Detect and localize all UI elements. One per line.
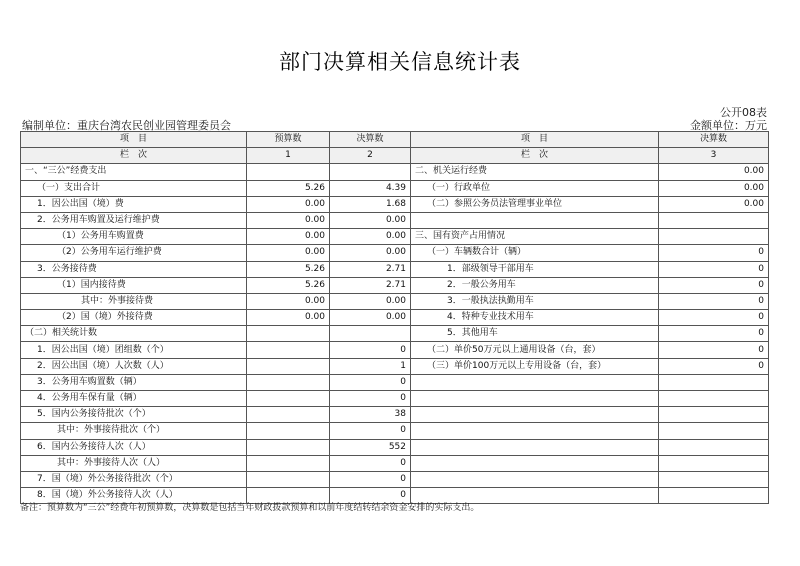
row-budget (247, 455, 330, 471)
row-item-right (411, 455, 659, 471)
row-item-left: 其中：外事接待人次（人） (21, 455, 247, 471)
table-row (21, 180, 769, 196)
row-item-right: 4．特种专业技术用车 (411, 310, 659, 326)
table-row (21, 423, 769, 439)
row-item-right: （一）车辆数合计（辆） (411, 245, 659, 261)
row-budget: 0.00 (247, 229, 330, 245)
row-final: 2.71 (330, 277, 411, 293)
header-budget: 预算数 (247, 132, 330, 148)
row-final-right: 0 (659, 293, 769, 309)
row-final: 552 (330, 439, 411, 455)
header-final-right: 决算数 (659, 132, 769, 148)
row-item-right (411, 471, 659, 487)
row-final: 0 (330, 488, 411, 504)
row-budget (247, 342, 330, 358)
page-title: 部门决算相关信息统计表 (279, 50, 521, 74)
table-row (21, 455, 769, 471)
row-final-right: 0.00 (659, 164, 769, 180)
table-row (21, 196, 769, 212)
row-final-right: 0 (659, 358, 769, 374)
row-budget: 0.00 (247, 310, 330, 326)
row-final: 0.00 (330, 293, 411, 309)
compiling-unit: 编制单位：重庆台湾农民创业园管理委员会 (22, 119, 231, 132)
row-final: 4.39 (330, 180, 411, 196)
row-budget (247, 358, 330, 374)
row-budget (247, 407, 330, 423)
header-final: 决算数 (330, 132, 411, 148)
table-row (21, 261, 769, 277)
row-item-left: 其中：外事接待费 (21, 293, 247, 309)
table-row (21, 164, 769, 180)
row-item-left: 1．因公出国（境）费 (21, 196, 247, 212)
footnote: 备注：预算数为“三公”经费年初预算数，决算数是包括当年财政拨款预算和以前年度结转结余资金安排的实际支出。 (20, 503, 480, 513)
row-item-left: 2．因公出国（境）人次数（人） (21, 358, 247, 374)
row-item-left: （1）公务用车购置费 (21, 229, 247, 245)
table-body (21, 164, 769, 504)
row-item-right: （二）参照公务员法管理事业单位 (411, 196, 659, 212)
row-final-right: 0 (659, 277, 769, 293)
table-row (21, 212, 769, 228)
row-final: 0.00 (330, 310, 411, 326)
table-row (21, 374, 769, 390)
row-budget: 5.26 (247, 261, 330, 277)
row-final-right (659, 229, 769, 245)
amount-unit: 金额单位：万元 (690, 119, 767, 132)
row-budget (247, 164, 330, 180)
row-final: 0.00 (330, 245, 411, 261)
row-item-left: 4．公务用车保有量（辆） (21, 391, 247, 407)
row-final: 0 (330, 471, 411, 487)
row-item-left: （1）国内接待费 (21, 277, 247, 293)
row-final-right: 0.00 (659, 196, 769, 212)
row-item-left: （二）相关统计数 (21, 326, 247, 342)
row-budget (247, 439, 330, 455)
table-row (21, 229, 769, 245)
row-final-right: 0 (659, 261, 769, 277)
row-item-left: 6．国内公务接待人次（人） (21, 439, 247, 455)
row-final: 0 (330, 455, 411, 471)
row-item-left: 一、“三公”经费支出 (21, 164, 247, 180)
row-item-right: 二、机关运行经费 (411, 164, 659, 180)
row-final-right (659, 471, 769, 487)
row-final-right: 0 (659, 245, 769, 261)
row-final: 2.71 (330, 261, 411, 277)
row-item-left: 2．公务用车购置及运行维护费 (21, 212, 247, 228)
column-1: 1 (247, 148, 330, 164)
row-item-left: （一）支出合计 (21, 180, 247, 196)
row-final: 1.68 (330, 196, 411, 212)
row-item-right: 3．一般执法执勤用车 (411, 293, 659, 309)
row-final-right: 0 (659, 342, 769, 358)
row-budget (247, 423, 330, 439)
header-item: 项 目 (21, 132, 247, 148)
table-row (21, 391, 769, 407)
row-budget (247, 326, 330, 342)
header-row (21, 132, 769, 148)
row-final: 0 (330, 391, 411, 407)
row-final: 0 (330, 342, 411, 358)
row-budget: 0.00 (247, 245, 330, 261)
row-item-right: 5．其他用车 (411, 326, 659, 342)
table-row (21, 293, 769, 309)
row-item-left: 1．因公出国（境）团组数（个） (21, 342, 247, 358)
table-row (21, 471, 769, 487)
row-final-right (659, 407, 769, 423)
table-row (21, 439, 769, 455)
row-item-left: 8．国（境）外公务接待人次（人） (21, 488, 247, 504)
row-item-right (411, 212, 659, 228)
row-budget (247, 374, 330, 390)
row-item-right: 三、国有资产占用情况 (411, 229, 659, 245)
row-final-right (659, 488, 769, 504)
row-final-right: 0.00 (659, 180, 769, 196)
row-item-right (411, 423, 659, 439)
table-row (21, 358, 769, 374)
row-item-left: 3．公务用车购置数（辆） (21, 374, 247, 390)
row-item-right: （二）单价50万元以上通用设备（台，套） (411, 342, 659, 358)
row-final: 0 (330, 423, 411, 439)
statistics-table (20, 131, 769, 504)
table-row (21, 342, 769, 358)
row-budget: 0.00 (247, 293, 330, 309)
row-item-left: （2）国（境）外接待费 (21, 310, 247, 326)
row-final: 0.00 (330, 212, 411, 228)
row-item-right: （三）单价100万元以上专用设备（台，套） (411, 358, 659, 374)
row-budget: 5.26 (247, 277, 330, 293)
row-item-left: 5．国内公务接待批次（个） (21, 407, 247, 423)
form-number: 公开08表 (720, 106, 767, 119)
row-final-right (659, 212, 769, 228)
row-item-right: 2．一般公务用车 (411, 277, 659, 293)
table-row (21, 407, 769, 423)
row-final: 0 (330, 374, 411, 390)
row-item-right (411, 374, 659, 390)
row-final-right: 0 (659, 326, 769, 342)
row-budget: 0.00 (247, 212, 330, 228)
row-budget (247, 471, 330, 487)
row-final-right (659, 439, 769, 455)
row-final: 0.00 (330, 229, 411, 245)
row-budget (247, 391, 330, 407)
row-item-left: 其中：外事接待批次（个） (21, 423, 247, 439)
column-number-row (21, 148, 769, 164)
row-final-right (659, 455, 769, 471)
column-label: 栏 次 (21, 148, 247, 164)
row-item-right (411, 439, 659, 455)
row-item-left: 3．公务接待费 (21, 261, 247, 277)
row-final-right: 0 (659, 310, 769, 326)
row-item-right: （一）行政单位 (411, 180, 659, 196)
table-row (21, 310, 769, 326)
row-final (330, 164, 411, 180)
row-item-right (411, 407, 659, 423)
column-3: 3 (659, 148, 769, 164)
column-2: 2 (330, 148, 411, 164)
table-row (21, 277, 769, 293)
row-final-right (659, 391, 769, 407)
row-final: 38 (330, 407, 411, 423)
row-item-left: 7．国（境）外公务接待批次（个） (21, 471, 247, 487)
table-row (21, 326, 769, 342)
table-row (21, 245, 769, 261)
row-budget: 5.26 (247, 180, 330, 196)
row-item-right (411, 391, 659, 407)
row-item-left: （2）公务用车运行维护费 (21, 245, 247, 261)
row-final-right (659, 374, 769, 390)
row-item-right: 1．部级领导干部用车 (411, 261, 659, 277)
row-final-right (659, 423, 769, 439)
row-final (330, 326, 411, 342)
row-budget: 0.00 (247, 196, 330, 212)
header-item-right: 项 目 (411, 132, 659, 148)
row-final: 1 (330, 358, 411, 374)
column-label-right: 栏 次 (411, 148, 659, 164)
